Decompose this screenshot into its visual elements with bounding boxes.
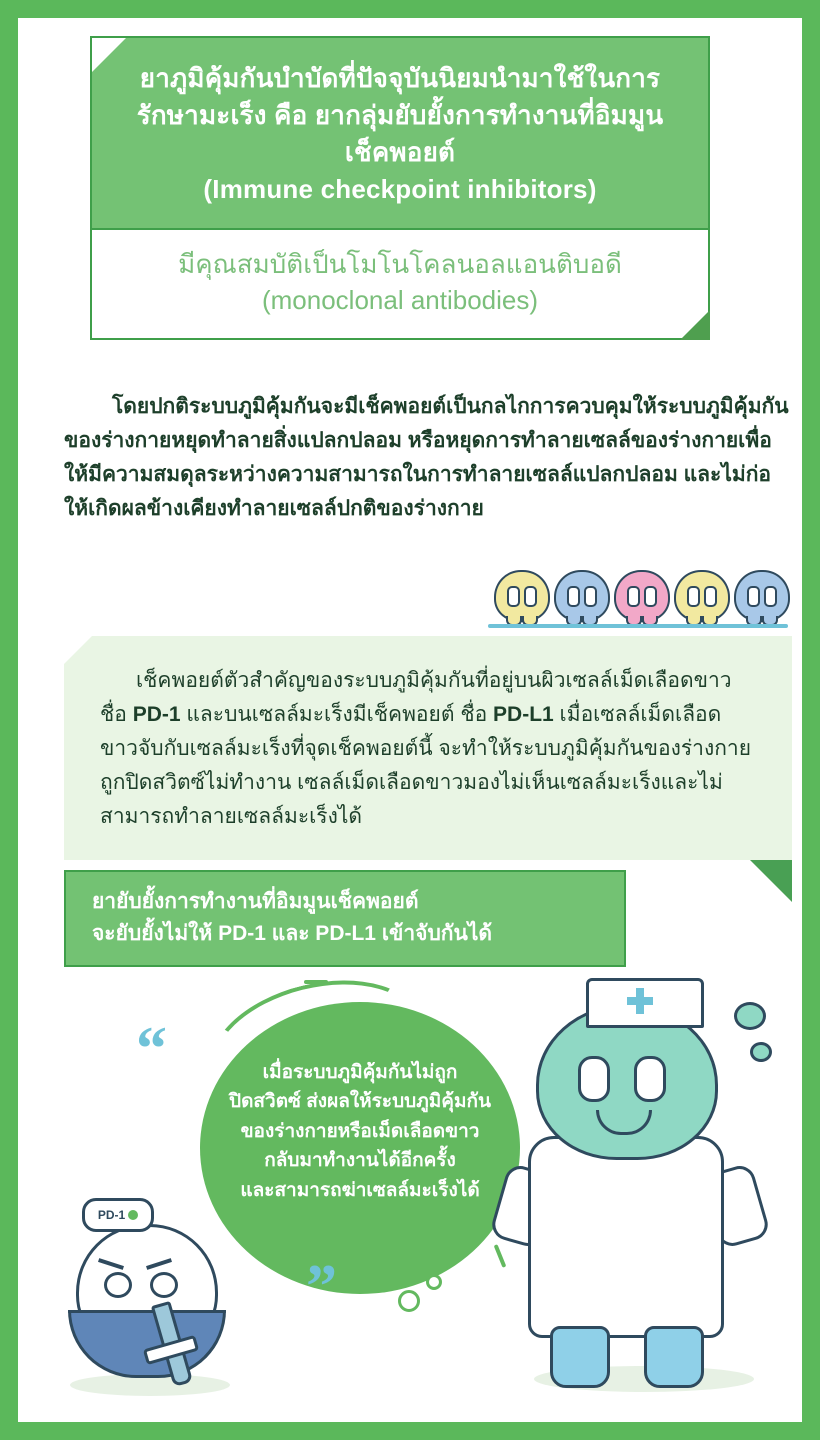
nurse-body [528,1136,724,1338]
germ-eye [507,586,520,607]
cancer-cell-eye-left [104,1272,132,1298]
checkpoint-panel [64,636,792,860]
poster-canvas [18,18,802,1422]
quote-line-2: ปิดสวิตซ์ ส่งผลให้ระบบภูมิคุ้มกัน [229,1091,491,1113]
callout-line-1: ยายับยั้งการทำงานที่อิมมูนเช็คพอยต์ [92,890,419,913]
corner-accent-icon [750,860,792,902]
callout-line-2: จะยับยั้งไม่ให้ PD-1 และ PD-L1 เข้าจับกันได้ [92,921,493,945]
header-title-box [90,36,710,230]
germ-eye [687,586,700,607]
germ-eye [644,586,657,607]
dot-decoration [398,1290,420,1312]
quote-line-4: กลับมาทำงานได้อีกครั้ง [264,1150,456,1172]
corner-accent-icon [680,310,710,340]
quote-bubble [200,1002,520,1294]
pd1-label-text: PD-1 [97,1208,126,1222]
checkpoint-paragraph [100,664,756,834]
cancer-cell-illustration [54,1208,244,1404]
header-block [90,36,710,340]
bubble-spot-icon [734,1002,766,1030]
medical-cross-icon [627,997,653,1005]
nurse-leg-right [644,1326,704,1388]
panel-text-part3: เมื่อเซลล์เม็ดเลือดขาวจับกับเซลล์มะเร็งที่จุดเช็คพอยต์นี้ จะทำให้ระบบภูมิคุ้มกันของร่างกายถูกปิดสวิตซ์ไม่ทำงาน เซลล์เม็ดเลือดขาวมองไม่เห็นเซลล์มะเร็งและไม่สามารถทำลายเซลล์มะเร็งได้ [100,703,752,829]
dot-decoration [426,1274,442,1290]
quote-open-icon: “ [136,1015,167,1083]
nurse-character-illustration [488,978,778,1388]
corner-notch-icon [64,636,92,664]
intro-paragraph: โดยปกติระบบภูมิคุ้มกันจะมีเช็คพอยต์เป็นกลไกการควบคุมให้ระบบภูมิคุ้มกันของร่างกายหยุดทำลายสิ่งแปลกปลอม หรือหยุดการทำลายเซลล์ของร่างกายเพื่อให้มีความสมดุลระหว่างความสามารถในการทำลายเซลล์แปลกปลอม และไม่ก่อให้เกิดผลข้างเคียงทำลายเซลล์ปกติของร่างกาย [64,395,789,521]
germ-icon-4 [674,570,730,622]
cancer-cell-base [68,1310,226,1378]
header-title-th: ยาภูมิคุ้มกันบำบัดที่ปัจจุบันนิยมนำมาใช้ในการรักษามะเร็ง คือ ยากลุ่มยับยั้งการทำงานที่อิมมูนเช็คพอยต์ [136,63,664,167]
quote-line-1: เมื่อระบบภูมิคุ้มกันไม่ถูก [262,1062,458,1083]
header-title-en: (Immune checkpoint inhibitors) [203,173,597,204]
germ-eye [704,586,717,607]
germ-eye [524,586,537,607]
germ-eye [764,586,777,607]
header-subtitle-box [90,230,710,341]
pd1-label-tag [82,1198,154,1232]
nurse-eye-left [578,1056,610,1102]
header-subtitle-th: มีคุณสมบัติเป็นโมโนโคลนอลแอนติบอดี [178,248,622,279]
panel-text-part1: เช็คพอยต์ตัวสำคัญของระบบภูมิคุ้มกันที่อยู่บนผิวเซลล์เม็ดเลือดขาวชื่อ [100,669,732,727]
germ-icon-2 [554,570,610,622]
cancer-cell-eye-right [150,1272,178,1298]
quote-line-3: ของร่างกายหรือเม็ดเลือดขาว [240,1120,480,1142]
germ-icon-5 [734,570,790,622]
nurse-eye-right [634,1056,666,1102]
germ-eye [567,586,580,607]
germ-illustration-group [488,566,788,628]
pd1-marker-icon [128,1210,138,1220]
header-subtitle-en: (monoclonal antibodies) [261,285,539,316]
term-pd1: PD-1 [132,703,181,727]
germ-icon-3 [614,570,670,622]
corner-notch-icon [92,38,126,72]
germ-eye [627,586,640,607]
drug-callout [64,870,626,967]
nurse-leg-left [550,1326,610,1388]
quote-close-icon: ” [306,1253,337,1321]
germ-eye [584,586,597,607]
bubble-spot-icon [750,1042,772,1062]
dash-decoration [304,980,328,984]
germ-eye [747,586,760,607]
ground-line [488,624,788,628]
term-pdl1: PD-L1 [493,703,554,727]
quote-line-5: และสามารถฆ่าเซลล์มะเร็งได้ [240,1179,480,1201]
germ-icon-1 [494,570,550,622]
panel-text-part2: และบนเซลล์มะเร็งมีเช็คพอยต์ ชื่อ [180,703,494,727]
